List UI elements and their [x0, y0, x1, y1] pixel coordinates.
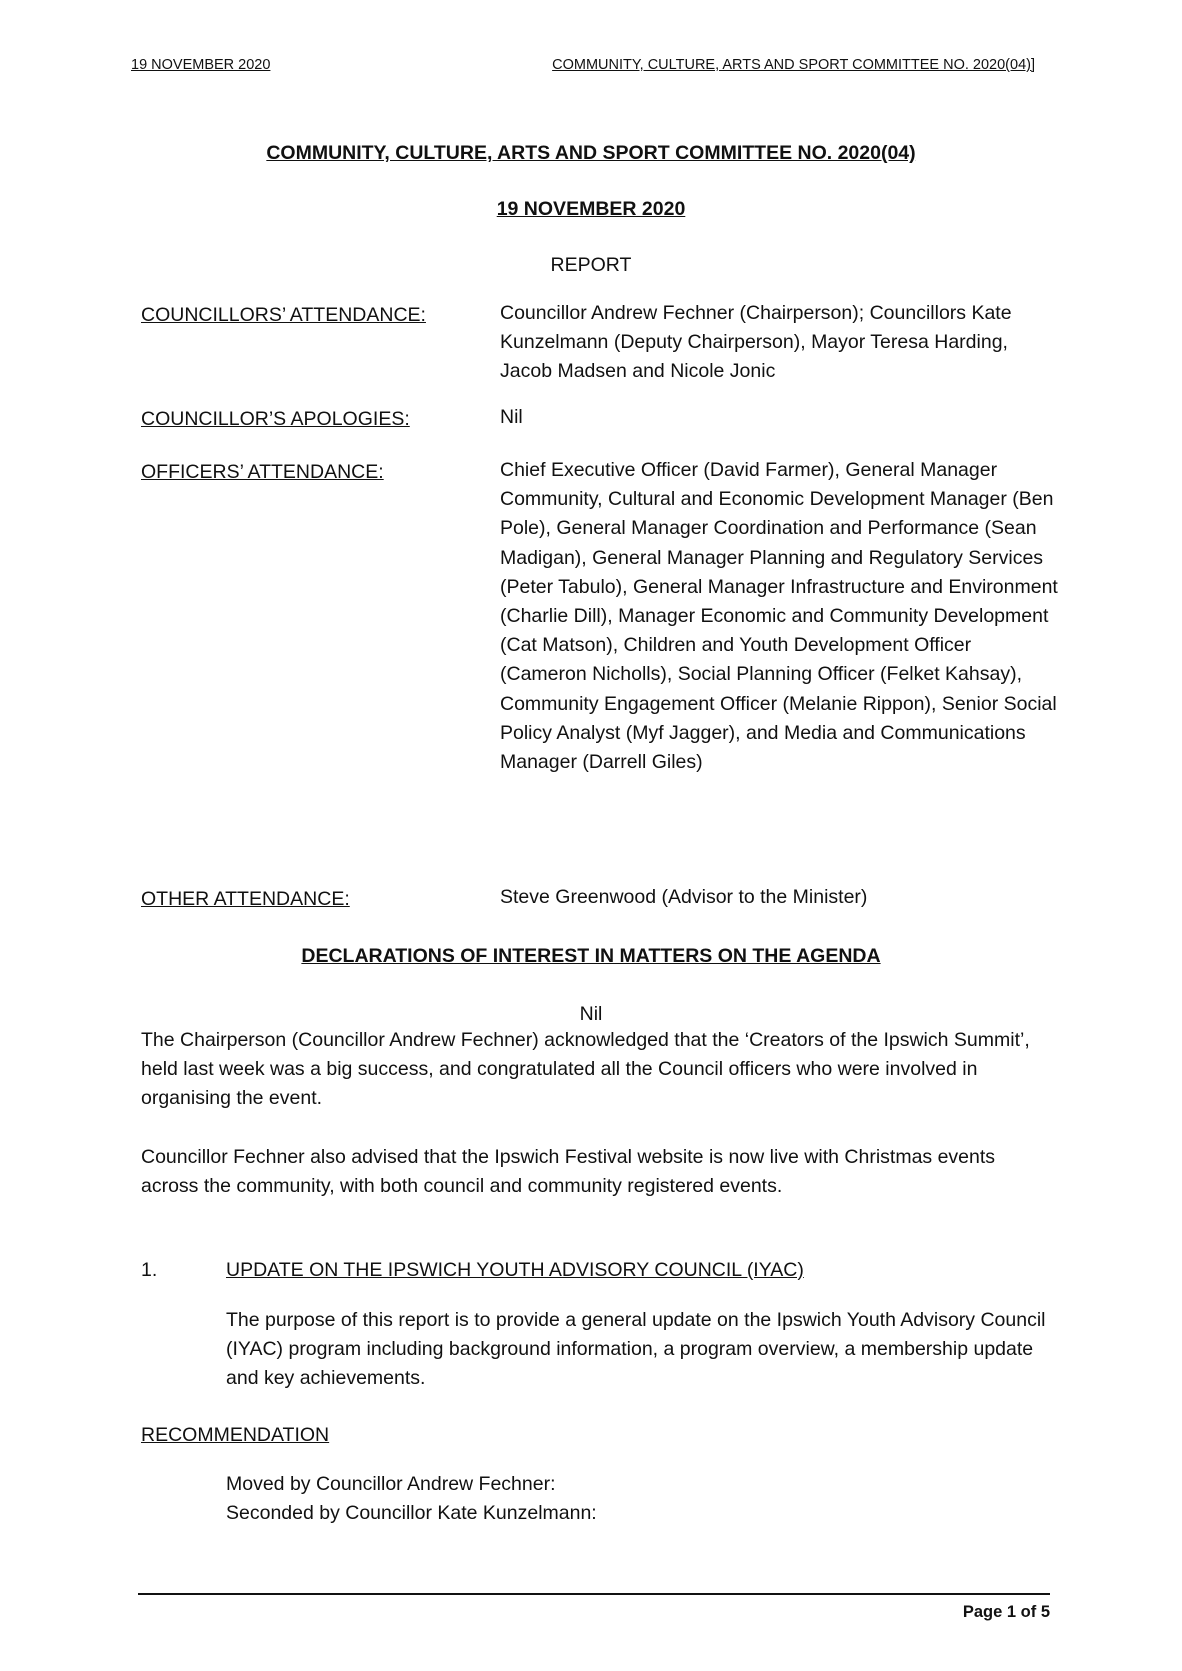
meeting-date: 19 NOVEMBER 2020 — [496, 198, 686, 220]
councillors-attendance-label: COUNCILLORS’ ATTENDANCE: — [141, 304, 426, 326]
item-title: UPDATE ON THE IPSWICH YOUTH ADVISORY COUNCIL (IYAC) — [226, 1259, 804, 1281]
header-committee: COMMUNITY, CULTURE, ARTS AND SPORT COMMITTEE NO. 2020(04)] — [552, 57, 1035, 73]
other-attendance-value: Steve Greenwood (Advisor to the Minister) — [500, 886, 868, 908]
chairperson-paragraph: The Chairperson (Councillor Andrew Fechner) acknowledged that the ‘Creators of the Ipswich Summit’, held last week was a big success, and congratulated all the Council officers who were involved in organising the event. — [141, 1029, 1030, 1110]
officers-attendance-value: Chief Executive Officer (David Farmer), General Manager Community, Cultural and Economic Development Manager (Ben Pole), General Manager Coordination and Performance (Sean Madigan), General Manager Planning and Regulatory Services (Peter Tabulo), General Manager Infrastructure and Environment (Charlie Dill), Manager Economic and Community Development (Cat Matson), Children and Youth Development Officer (Cameron Nicholls), Social Planning Officer (Felket Kahsay), Community Engagement Officer (Melanie Rippon), Senior Social Policy Analyst (Myf Jagger), and Media and Communications Manager (Darrell Giles) — [500, 459, 1058, 774]
councillors-apologies-value: Nil — [500, 406, 523, 428]
officers-attendance-label: OFFICERS’ ATTENDANCE: — [141, 461, 384, 483]
moved-by: Moved by Councillor Andrew Fechner: — [226, 1473, 556, 1495]
declarations-heading: DECLARATIONS OF INTEREST IN MATTERS ON THE AGENDA — [301, 945, 881, 967]
page-number: Page 1 of 5 — [962, 1603, 1050, 1621]
header-date: 19 NOVEMBER 2020 — [131, 57, 271, 73]
footer-rule — [138, 1593, 1050, 1595]
festival-paragraph: Councillor Fechner also advised that the Ipswich Festival website is now live with Christmas events across the community, with both council and community registered events. — [141, 1146, 996, 1198]
item-number: 1. — [141, 1259, 158, 1281]
item-purpose: The purpose of this report is to provide a general update on the Ipswich Youth Advisory Council (IYAC) program including background information, a program overview, a membership update and key achievements. — [226, 1309, 1046, 1390]
declarations-value: Nil — [579, 1003, 603, 1025]
councillors-attendance-value: Councillor Andrew Fechner (Chairperson); Councillors Kate Kunzelmann (Deputy Chairperson), Mayor Teresa Harding, Jacob Madsen and Nicole Jonic — [500, 302, 1012, 383]
councillors-apologies-label: COUNCILLOR’S APOLOGIES: — [141, 408, 410, 430]
recommendation-heading: RECOMMENDATION — [141, 1424, 330, 1446]
other-attendance-label: OTHER ATTENDANCE: — [141, 888, 350, 910]
report-heading: REPORT — [550, 254, 632, 276]
seconded-by: Seconded by Councillor Kate Kunzelmann: — [226, 1502, 597, 1524]
document-title: COMMUNITY, CULTURE, ARTS AND SPORT COMMITTEE NO. 2020(04) — [266, 142, 916, 164]
